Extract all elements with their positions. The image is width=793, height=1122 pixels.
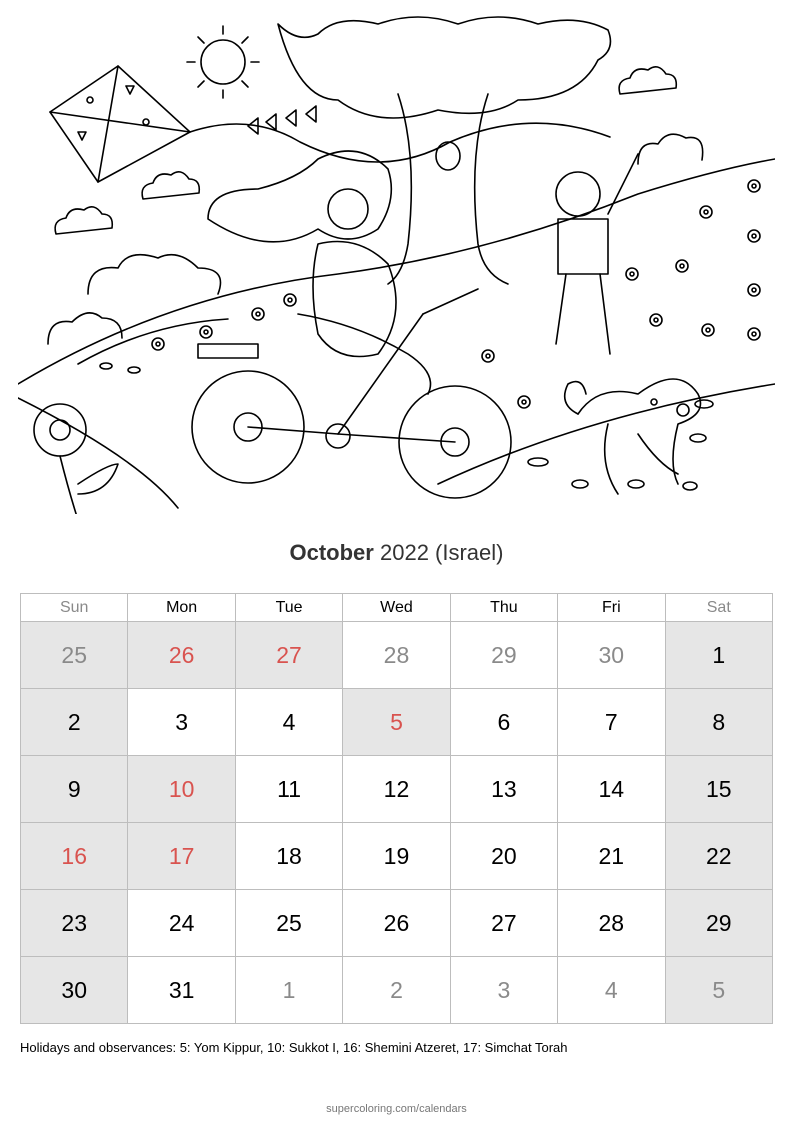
day-cell: 1 xyxy=(235,957,342,1024)
calendar-title xyxy=(0,540,793,566)
year-region: 2022 (Israel) xyxy=(379,540,504,565)
week-row xyxy=(21,622,773,689)
day-cell: 28 xyxy=(558,890,665,957)
week-row xyxy=(21,890,773,957)
day-cell: 18 xyxy=(235,823,342,890)
day-cell: 24 xyxy=(128,890,235,957)
day-cell: 19 xyxy=(343,823,450,890)
day-cell: 5 xyxy=(343,689,450,756)
flower-icon xyxy=(34,404,118,514)
weekday-header: Tue xyxy=(235,594,342,622)
day-cell: 29 xyxy=(665,890,772,957)
day-cell: 27 xyxy=(450,890,557,957)
holidays-note: Holidays and observances: 5: Yom Kippur, 10: Sukkot I, 16: Shemini Atzeret, 17: Simchat Torah xyxy=(20,1040,568,1055)
day-cell: 3 xyxy=(128,689,235,756)
day-cell: 12 xyxy=(343,756,450,823)
day-cell: 21 xyxy=(558,823,665,890)
weekday-header: Sat xyxy=(665,594,772,622)
dog-icon xyxy=(565,379,701,494)
cloud-icon xyxy=(142,172,199,199)
day-cell: 2 xyxy=(21,689,128,756)
bush-icon xyxy=(88,255,221,294)
day-cell: 9 xyxy=(21,756,128,823)
sun-icon xyxy=(187,26,259,98)
tree-icon xyxy=(278,17,610,284)
day-cell: 3 xyxy=(450,957,557,1024)
day-cell: 7 xyxy=(558,689,665,756)
day-cell: 26 xyxy=(343,890,450,957)
day-cell: 23 xyxy=(21,890,128,957)
girl-on-bicycle xyxy=(192,151,511,498)
calendar-body xyxy=(21,622,773,1024)
day-cell: 25 xyxy=(235,890,342,957)
day-cell: 15 xyxy=(665,756,772,823)
week-row xyxy=(21,756,773,823)
daisy-pattern xyxy=(152,180,760,408)
month-name: October xyxy=(289,540,374,565)
weekday-header: Wed xyxy=(343,594,450,622)
day-cell: 13 xyxy=(450,756,557,823)
weekday-header: Thu xyxy=(450,594,557,622)
weekday-header-row xyxy=(21,594,773,622)
day-cell: 30 xyxy=(558,622,665,689)
week-row xyxy=(21,957,773,1024)
kite-icon xyxy=(50,66,610,182)
day-cell: 29 xyxy=(450,622,557,689)
day-cell: 22 xyxy=(665,823,772,890)
bush-icon xyxy=(638,134,703,164)
cloud-icon xyxy=(619,67,676,94)
day-cell: 6 xyxy=(450,689,557,756)
day-cell: 28 xyxy=(343,622,450,689)
day-cell: 17 xyxy=(128,823,235,890)
day-cell: 26 xyxy=(128,622,235,689)
day-cell: 20 xyxy=(450,823,557,890)
day-cell: 10 xyxy=(128,756,235,823)
boy-figure xyxy=(556,154,638,354)
day-cell: 30 xyxy=(21,957,128,1024)
day-cell: 2 xyxy=(343,957,450,1024)
weekday-header: Mon xyxy=(128,594,235,622)
coloring-illustration xyxy=(18,14,775,514)
day-cell: 14 xyxy=(558,756,665,823)
week-row xyxy=(21,823,773,890)
week-row xyxy=(21,689,773,756)
footer-link[interactable]: supercoloring.com/calendars xyxy=(326,1103,467,1115)
weekday-header: Sun xyxy=(21,594,128,622)
day-cell: 4 xyxy=(558,957,665,1024)
day-cell: 31 xyxy=(128,957,235,1024)
day-cell: 25 xyxy=(21,622,128,689)
day-cell: 16 xyxy=(21,823,128,890)
day-cell: 1 xyxy=(665,622,772,689)
day-cell: 5 xyxy=(665,957,772,1024)
weekday-header: Fri xyxy=(558,594,665,622)
day-cell: 11 xyxy=(235,756,342,823)
calendar-grid xyxy=(20,593,773,1024)
day-cell: 4 xyxy=(235,689,342,756)
cloud-icon xyxy=(55,207,112,234)
bush-icon xyxy=(48,313,122,344)
day-cell: 27 xyxy=(235,622,342,689)
day-cell: 8 xyxy=(665,689,772,756)
